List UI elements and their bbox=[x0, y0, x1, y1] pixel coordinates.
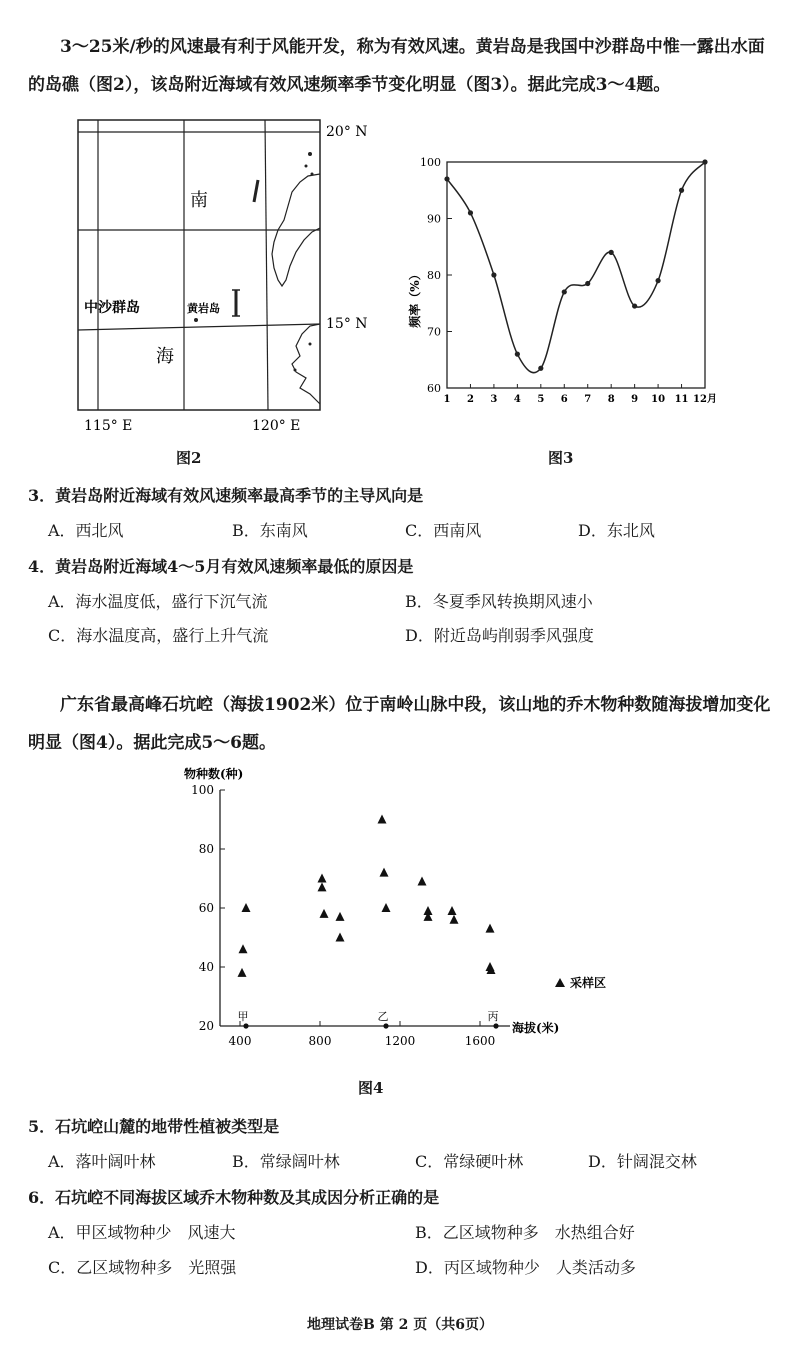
figure-3-caption: 图3 bbox=[548, 449, 574, 467]
question-6-option-d[interactable]: D．丙区域物种少 人类活动多 bbox=[415, 1258, 636, 1277]
fig3-x-tick-label: 9 bbox=[631, 394, 639, 405]
fig3-data-point bbox=[515, 352, 520, 357]
intro-paragraph-1 bbox=[28, 28, 778, 104]
fig4-y-tick-label: 100 bbox=[191, 783, 214, 797]
fig3-x-tick-label: 11 bbox=[674, 394, 689, 405]
question-5-option-a[interactable]: A．落叶阔叶林 bbox=[48, 1152, 156, 1171]
fig4-data-point bbox=[486, 924, 495, 933]
question-5-option-c[interactable]: C．常绿硬叶林 bbox=[415, 1152, 524, 1171]
fig4-data-point bbox=[320, 909, 329, 918]
fig4-data-point bbox=[380, 868, 389, 877]
fig3-data-point bbox=[702, 159, 707, 164]
fig4-x-tick-label: 1200 bbox=[384, 1034, 416, 1048]
fig3-y-tick-label: 100 bbox=[420, 156, 441, 169]
fig3-x-tick-label: 12月 bbox=[693, 394, 717, 405]
fig3-y-tick-label: 70 bbox=[427, 325, 441, 339]
legend-triangle-marker bbox=[555, 978, 565, 987]
island-dot bbox=[309, 343, 312, 346]
lat-label-15n: 15° N bbox=[326, 316, 368, 332]
question-3-option-b[interactable]: B．东南风 bbox=[232, 521, 308, 540]
page-footer: 地理试卷B 第 2 页（共6页） bbox=[307, 1317, 493, 1333]
island-dot bbox=[311, 173, 314, 176]
intro-2-line-2: 明显（图4）。据此完成5～6题。 bbox=[28, 733, 276, 753]
fig4-data-point bbox=[242, 903, 251, 912]
figure-2-caption: 图2 bbox=[176, 449, 202, 467]
question-5-option-d[interactable]: D．针阔混交林 bbox=[588, 1152, 697, 1171]
fig4-x-tick-label: 1600 bbox=[464, 1034, 496, 1048]
question-6-option-a[interactable]: A．甲区域物种少 风速大 bbox=[48, 1223, 236, 1242]
fig3-plot-frame bbox=[447, 162, 705, 388]
fig3-data-point bbox=[444, 176, 449, 181]
fig3-data-point bbox=[632, 303, 637, 308]
island-dot bbox=[305, 165, 308, 168]
lon-label-115e: 115° E bbox=[84, 418, 133, 432]
fig4-zone-marker bbox=[243, 1023, 248, 1028]
island-dot bbox=[308, 152, 312, 156]
fig4-zone-marker bbox=[493, 1023, 498, 1028]
fig4-data-point bbox=[382, 903, 391, 912]
figure-4-caption: 图4 bbox=[358, 1079, 384, 1097]
map-label-zhongsha: 中沙群岛 bbox=[84, 300, 140, 316]
question-5-option-b[interactable]: B．常绿阔叶林 bbox=[232, 1152, 340, 1171]
fig3-x-tick-label: 1 bbox=[443, 394, 451, 405]
fig3-series-line bbox=[447, 162, 705, 373]
question-6-option-c[interactable]: C．乙区域物种多 光照强 bbox=[48, 1258, 237, 1277]
lon-label-120e: 120° E bbox=[252, 418, 301, 432]
question-4-option-d[interactable]: D．附近岛屿削弱季风强度 bbox=[405, 626, 594, 645]
fig4-data-point bbox=[318, 874, 327, 883]
fig4-y-tick-label: 20 bbox=[198, 1019, 214, 1033]
question-4-stem: 4．黄岩岛附近海域4～5月有效风速频率最低的原因是 bbox=[28, 557, 414, 576]
fig4-y-tick-label: 60 bbox=[198, 901, 214, 915]
fig4-zone-marker bbox=[383, 1023, 388, 1028]
intro-1-line-2: 的岛礁（图2），该岛附近海域有效风速频率季节变化明显（图3）。据此完成3～4题。 bbox=[28, 75, 671, 95]
fig4-legend-label: 采样区 bbox=[570, 976, 607, 990]
question-5-stem: 5．石坑崆山麓的地带性植被类型是 bbox=[28, 1117, 280, 1136]
question-4-option-a[interactable]: A．海水温度低，盛行下沉气流 bbox=[48, 592, 268, 611]
fig4-data-point bbox=[378, 815, 387, 824]
fig3-x-tick-label: 8 bbox=[607, 394, 615, 405]
question-3-option-a[interactable]: A．西北风 bbox=[48, 521, 124, 540]
fig3-data-point bbox=[585, 281, 590, 286]
fig3-data-point bbox=[655, 278, 660, 283]
lat-label-20n: 20° N bbox=[326, 124, 368, 140]
fig3-data-point bbox=[491, 272, 496, 277]
fig3-y-axis-label: 频率（%） bbox=[408, 268, 422, 328]
fig3-data-point bbox=[609, 250, 614, 255]
fig3-y-tick-label: 90 bbox=[427, 212, 441, 226]
fig3-x-tick-label: 6 bbox=[560, 394, 568, 405]
figure-3-line-chart bbox=[405, 148, 735, 418]
fig4-x-tick-label: 800 bbox=[308, 1034, 332, 1048]
question-3-option-c[interactable]: C．西南风 bbox=[405, 521, 482, 540]
fig4-data-point bbox=[418, 876, 427, 885]
intro-2-line-1: 广东省最高峰石坑崆（海拔1902米）位于南岭山脉中段，该山地的乔木物种数随海拔增加变化 bbox=[60, 695, 771, 715]
question-4-option-c[interactable]: C．海水温度高，盛行上升气流 bbox=[48, 626, 269, 645]
fig4-data-point bbox=[318, 882, 327, 891]
map-label-hai: 海 bbox=[156, 346, 174, 367]
fig4-data-point bbox=[336, 912, 345, 921]
fig3-data-point bbox=[468, 210, 473, 215]
huangyan-island-dot bbox=[194, 318, 198, 322]
question-3-option-d[interactable]: D．东北风 bbox=[578, 521, 655, 540]
fig3-data-point bbox=[538, 366, 543, 371]
intro-paragraph-2 bbox=[28, 686, 778, 762]
map-frame bbox=[78, 120, 320, 410]
fig4-x-axis-label: 海拔(米) bbox=[512, 1021, 560, 1035]
island-dot bbox=[294, 369, 297, 372]
question-6-stem: 6．石坑崆不同海拔区域乔木物种数及其成因分析正确的是 bbox=[28, 1188, 440, 1207]
map-gridline bbox=[78, 324, 320, 330]
fig4-y-tick-label: 40 bbox=[198, 960, 214, 974]
southern-coastline bbox=[292, 324, 320, 404]
fig3-x-tick-label: 10 bbox=[651, 394, 666, 405]
fig4-zone-label: 乙 bbox=[377, 1010, 389, 1023]
intro-1-line-1: 3～25米/秒的风速最有利于风能开发，称为有效风速。黄岩岛是我国中沙群岛中惟一露出水面 bbox=[60, 37, 765, 57]
question-3-stem: 3．黄岩岛附近海域有效风速频率最高季节的主导风向是 bbox=[28, 486, 424, 505]
fig3-x-tick-label: 2 bbox=[466, 394, 474, 405]
map-label-nan: 南 bbox=[190, 190, 208, 211]
fig4-y-tick-label: 80 bbox=[198, 842, 214, 856]
figure-2-map bbox=[60, 112, 370, 432]
fig4-y-axis-label: 物种数(种) bbox=[184, 767, 244, 781]
question-4-option-b[interactable]: B．冬夏季风转换期风速小 bbox=[405, 592, 593, 611]
fig4-data-point bbox=[450, 915, 459, 924]
map-gridline bbox=[265, 120, 268, 410]
question-6-option-b[interactable]: B．乙区域物种多 水热组合好 bbox=[415, 1223, 635, 1242]
fig4-zone-label: 丙 bbox=[487, 1010, 499, 1023]
fig3-x-tick-label: 3 bbox=[490, 394, 498, 405]
fig3-x-tick-label: 4 bbox=[513, 394, 521, 405]
fig3-data-point bbox=[562, 289, 567, 294]
fig3-y-tick-label: 80 bbox=[427, 269, 441, 282]
fig4-zone-label: 甲 bbox=[237, 1010, 249, 1023]
fig3-x-tick-label: 5 bbox=[537, 394, 545, 405]
fig3-x-tick-label: 7 bbox=[584, 394, 592, 405]
boundary-mark bbox=[254, 180, 258, 202]
fig4-x-tick-label: 400 bbox=[228, 1034, 252, 1048]
fig4-data-point bbox=[336, 933, 345, 942]
fig4-data-point bbox=[238, 968, 247, 977]
fig3-y-tick-label: 60 bbox=[427, 382, 441, 395]
figure-4-scatter-chart bbox=[180, 760, 620, 1050]
fig4-data-point bbox=[448, 906, 457, 915]
map-label-huangyan: 黄岩岛 bbox=[187, 302, 220, 315]
fig3-data-point bbox=[679, 188, 684, 193]
fig4-data-point bbox=[239, 944, 248, 953]
